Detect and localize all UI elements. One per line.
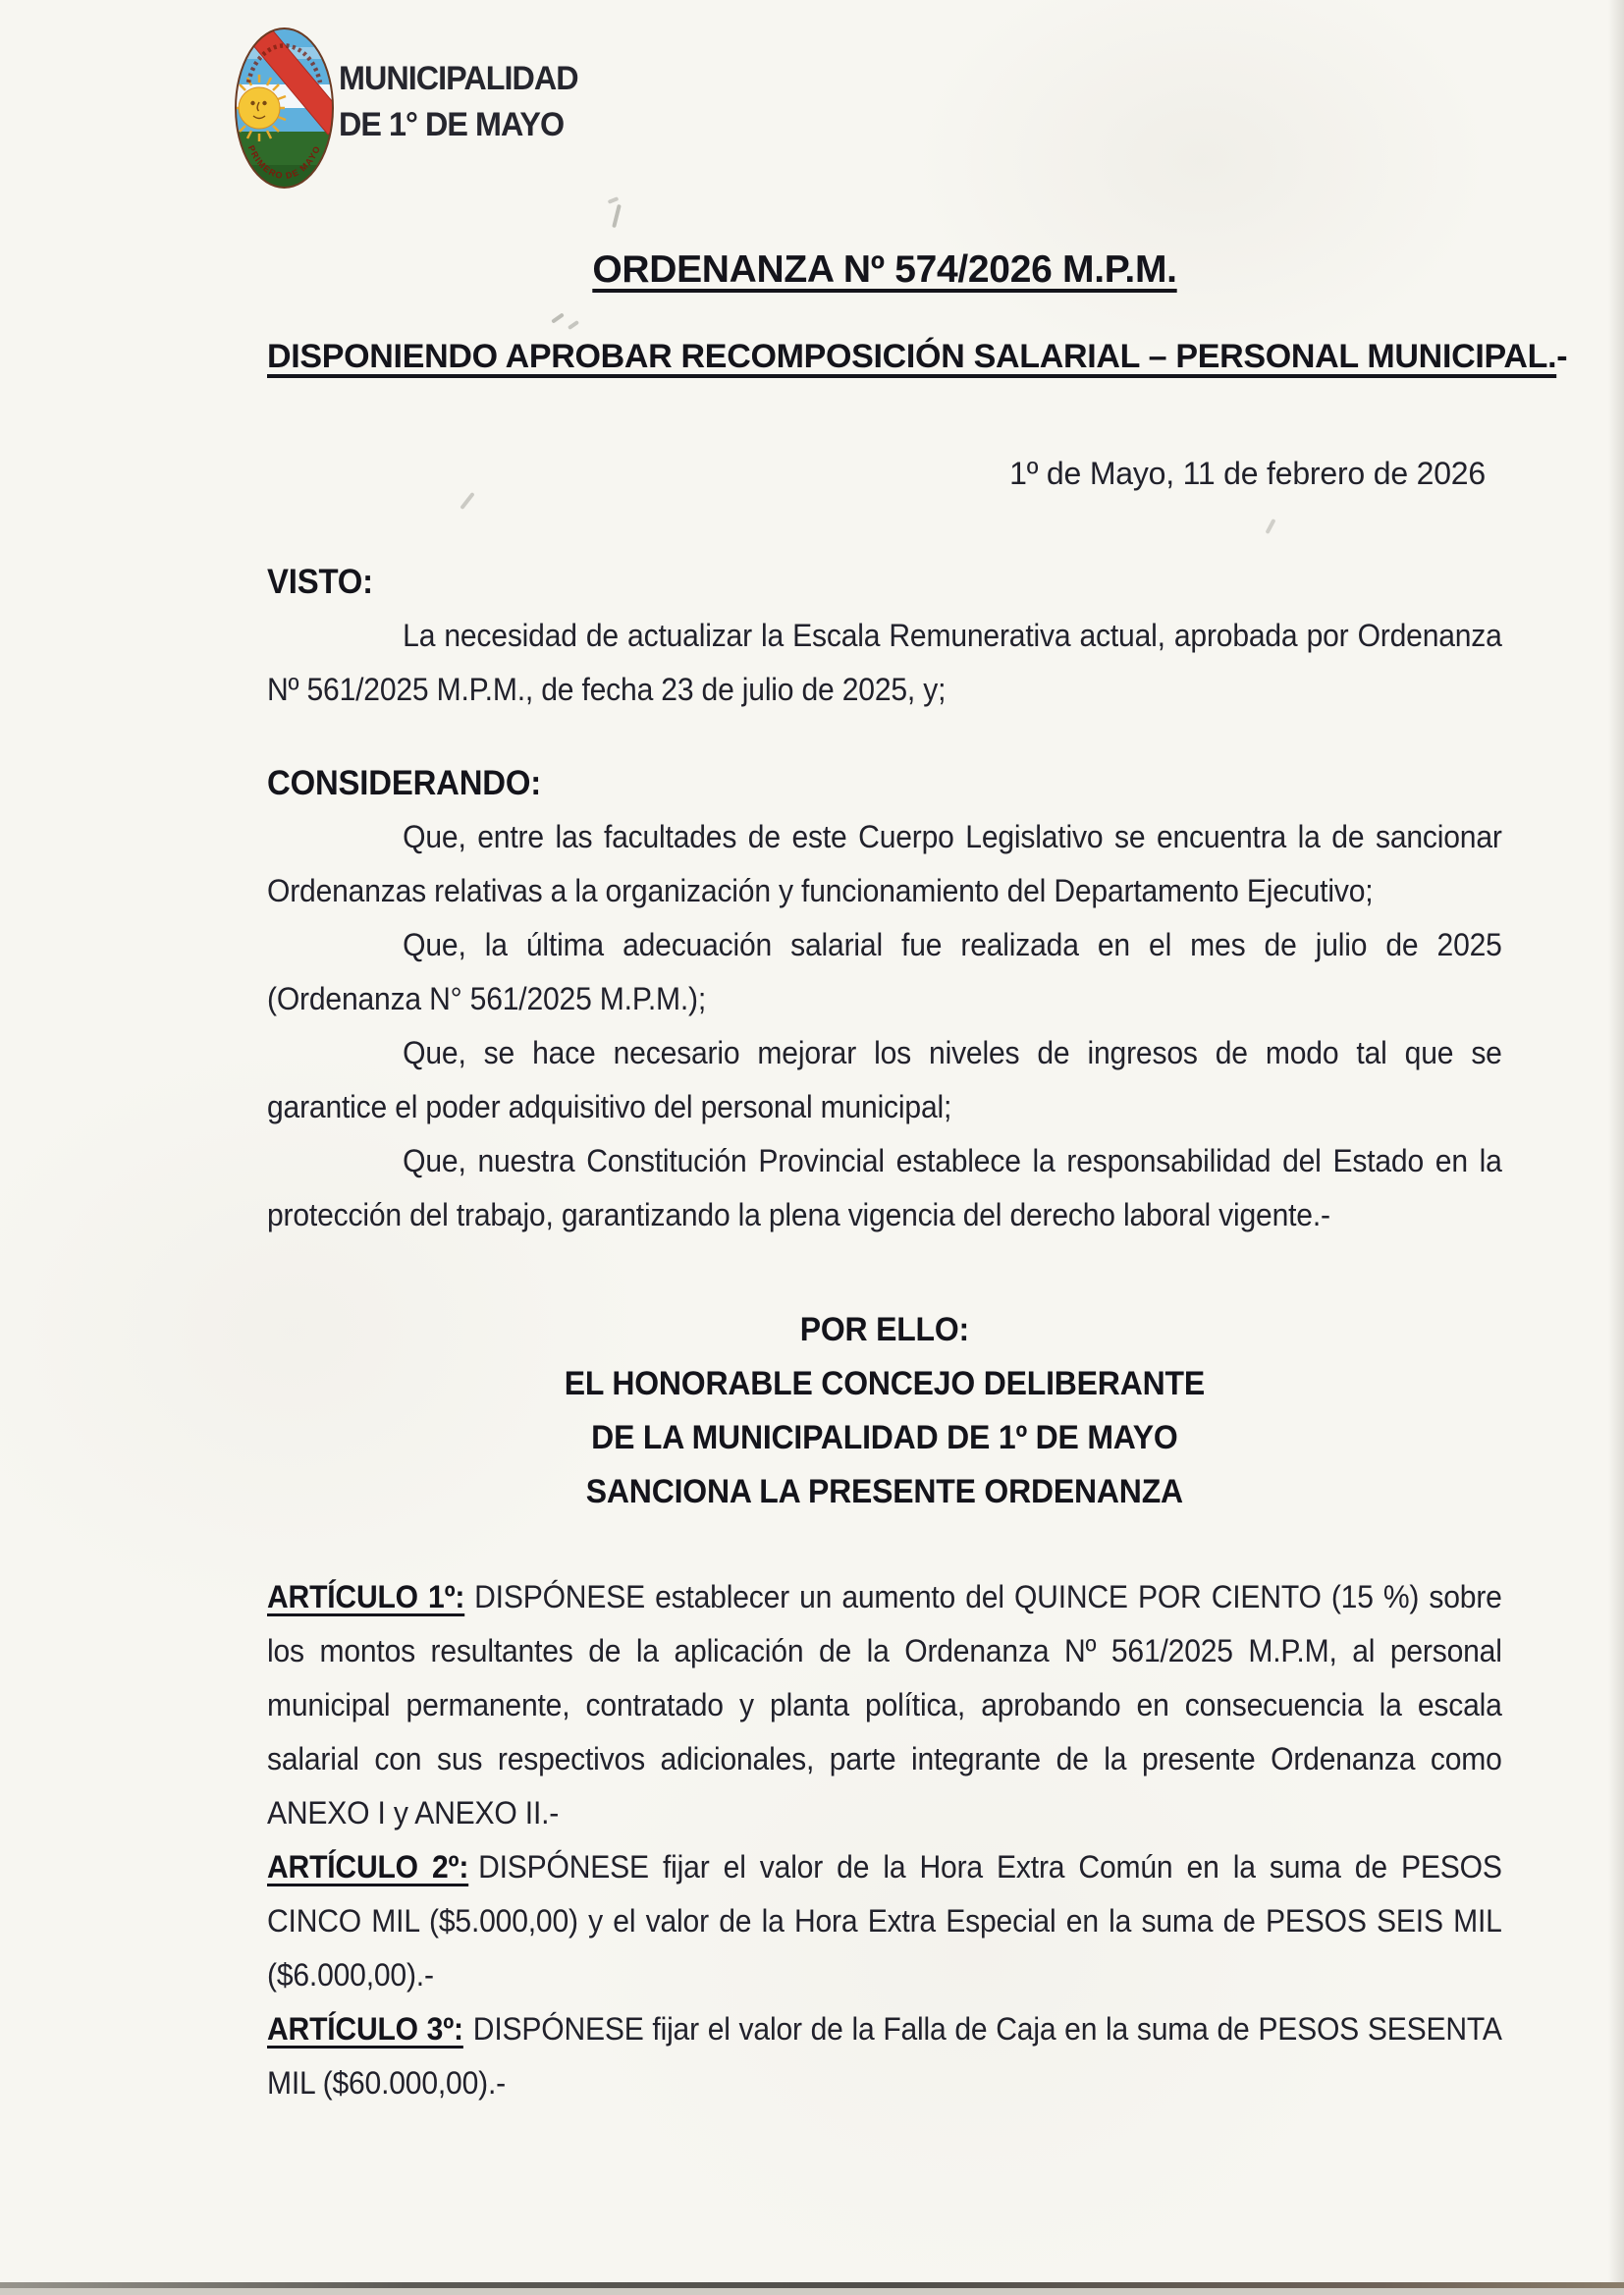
dateline: 1º de Mayo, 11 de febrero de 2026 (1009, 456, 1486, 491)
enacting-clause (267, 1303, 1502, 1519)
org-name (339, 56, 578, 148)
seal-bottom-textpath: PRIMERO DE MAYO (245, 143, 323, 182)
enacting-line: POR ELLO: (799, 1311, 970, 1348)
municipal-seal-logo (234, 26, 335, 191)
scan-edge-shadow (1608, 0, 1624, 2282)
document-body (267, 555, 1502, 2110)
scan-speck (608, 196, 620, 204)
ordinance-subtitle (267, 338, 1568, 376)
article-paragraph (267, 2002, 1502, 2110)
ordinance-subtitle-dash: - (1556, 338, 1568, 375)
considerando-section (267, 756, 1502, 1242)
considerando-paragraph: Que, entre las facultades de este Cuerpo Legislativo se encuentra la de sancionar Ordenanzas relativas a la organización y funcionamiento del Departamento Ejecutivo; (267, 819, 1502, 908)
enacting-line: EL HONORABLE CONCEJO DELIBERANTE (564, 1365, 1205, 1402)
considerando-heading: CONSIDERANDO: (267, 764, 542, 802)
scan-speck (1265, 519, 1275, 534)
org-name-line2: DE 1° DE MAYO (339, 106, 565, 143)
ordinance-subtitle-text: DISPONIENDO APROBAR RECOMPOSICIÓN SALARIAL – PERSONAL MUNICIPAL. (267, 338, 1557, 375)
considerando-paragraph: Que, nuestra Constitución Provincial establece la responsabilidad del Estado en la protección del trabajo, garantizando la plena vigencia del derecho laboral vigente.- (267, 1143, 1502, 1232)
visto-section (267, 555, 1502, 717)
visto-paragraph: La necesidad de actualizar la Escala Remunerativa actual, aprobada por Ordenanza Nº 561/2025 M.P.M., de fecha 23 de julio de 2025, y; (267, 618, 1502, 707)
considerando-paragraph: Que, se hace necesario mejorar los niveles de ingresos de modo tal que se garantice el poder adquisitivo del personal municipal; (267, 1035, 1502, 1124)
org-name-line1: MUNICIPALIDAD (339, 60, 578, 97)
article-text: DISPÓNESE fijar el valor de la Hora Extra Común en la suma de PESOS CINCO MIL ($5.000,00) y el valor de la Hora Extra Especial en la suma de PESOS SEIS MIL ($6.000,00).- (267, 1849, 1502, 1993)
enacting-line: DE LA MUNICIPALIDAD DE 1º DE MAYO (591, 1419, 1178, 1456)
article-paragraph (267, 1840, 1502, 2002)
article-text: DISPÓNESE fijar el valor de la Falla de Caja en la suma de PESOS SESENTA MIL ($60.000,00).- (267, 2011, 1502, 2101)
enacting-line: SANCIONA LA PRESENTE ORDENANZA (585, 1473, 1183, 1510)
articles-section (267, 1570, 1502, 2110)
article-paragraph (267, 1570, 1502, 1840)
article-text: DISPÓNESE establecer un aumento del QUINCE POR CIENTO (15 %) sobre los montos resultantes de la aplicación de la Ordenanza Nº 561/2025 M.P.M, al personal municipal permanente, contratado y planta política, aprobando en consecuencia la escala salarial con sus respectivos adicionales, parte integrante de la presente Ordenanza como ANEXO I y ANEXO II.- (267, 1579, 1502, 1831)
visto-heading: VISTO: (267, 563, 373, 601)
ordinance-title: ORDENANZA Nº 574/2026 M.P.M. (592, 248, 1177, 291)
scan-speck (551, 312, 565, 323)
article-label: ARTÍCULO 2º: (267, 1849, 469, 1885)
sun-face (239, 87, 280, 129)
scan-speck (612, 204, 622, 228)
article-label: ARTÍCULO 1º: (267, 1579, 465, 1614)
scan-bottom-margin (0, 2288, 1624, 2295)
considerando-paragraph: Que, la última adecuación salarial fue realizada en el mes de julio de 2025 (Ordenanza N° 561/2025 M.P.M.); (267, 927, 1502, 1016)
scan-speck (568, 320, 579, 330)
seal-field (234, 26, 335, 191)
article-label: ARTÍCULO 3º: (267, 2011, 463, 2047)
